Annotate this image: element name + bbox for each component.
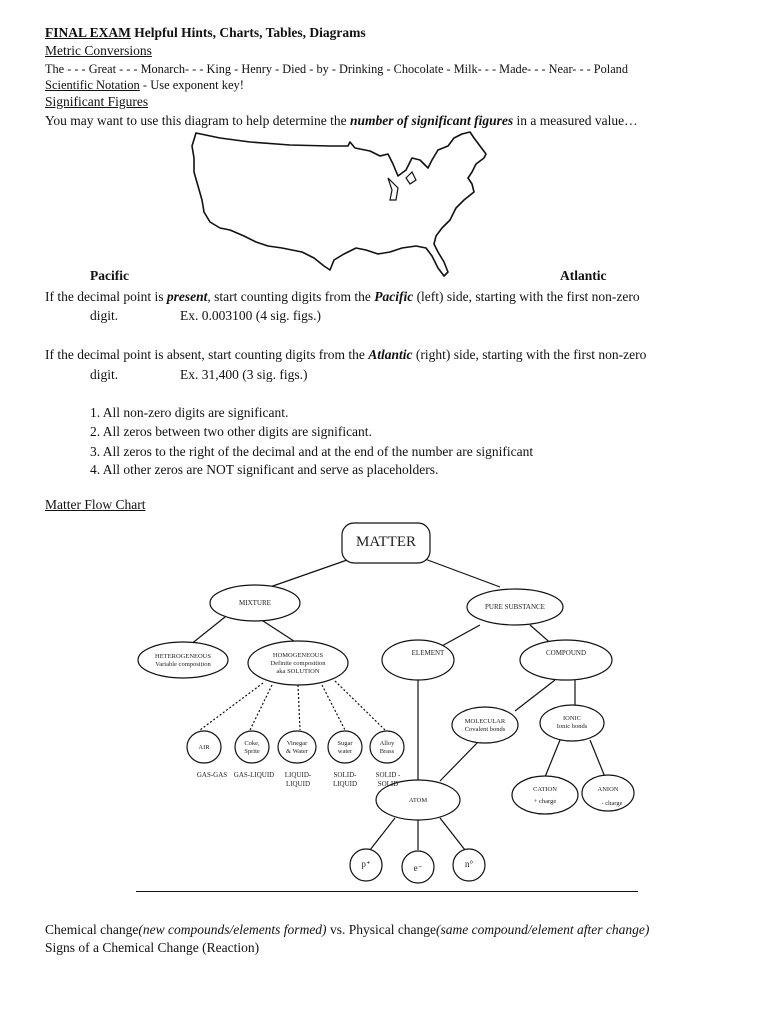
label-anion-sub: - charge bbox=[601, 800, 623, 807]
pr-p1: If the decimal point is bbox=[45, 289, 167, 304]
label-alloy-2: Brass bbox=[379, 748, 395, 755]
phase-solid-solid-2: SOLID bbox=[377, 780, 399, 788]
edge-homo-alloy bbox=[335, 681, 385, 730]
phase-solid-liquid-1: SOLID- bbox=[333, 771, 357, 779]
pacific-label: Pacific bbox=[90, 268, 129, 283]
label-ionic: IONIC bbox=[562, 715, 582, 722]
sig-figs-intro bbox=[45, 113, 638, 129]
node-coke bbox=[235, 731, 269, 763]
ar-p1: If the decimal point is absent, start counting digits from the bbox=[45, 347, 369, 362]
intro-post: in a measured value… bbox=[513, 113, 638, 128]
edge-ionic-anion bbox=[590, 740, 605, 777]
pr-p2: , start counting digits from the bbox=[207, 289, 375, 304]
present-rule-digit: digit. bbox=[90, 308, 119, 323]
edge-ionic-cation bbox=[545, 740, 560, 777]
sig-figs-heading: Significant Figures bbox=[45, 94, 149, 109]
edge-molecular-atom bbox=[440, 740, 480, 781]
node-vinegar bbox=[278, 731, 316, 763]
label-mixture: MIXTURE bbox=[239, 599, 271, 607]
edge-homo-vinegar bbox=[298, 685, 300, 730]
edge-homo-sugar bbox=[322, 685, 345, 730]
node-heterogeneous bbox=[138, 642, 228, 678]
edge-atom-neutron bbox=[440, 818, 465, 850]
label-alloy-1: Alloy bbox=[379, 740, 395, 747]
change-line bbox=[45, 922, 649, 938]
label-element: ELEMENT bbox=[411, 649, 445, 657]
rule-1: 1. All non-zero digits are significant. bbox=[90, 405, 289, 420]
pr-e1: present bbox=[166, 289, 208, 304]
rule-4: 4. All other zeros are NOT significant and serve as placeholders. bbox=[90, 462, 439, 477]
pr-p3: (left) side, starting with the first non-zero bbox=[413, 289, 640, 304]
label-compound: COMPOUND bbox=[545, 649, 587, 657]
label-homogeneous: HOMOGENEOUS bbox=[272, 652, 324, 659]
sci-notation-text: - Use exponent key! bbox=[139, 78, 244, 92]
label-atom: ATOM bbox=[408, 797, 428, 804]
label-heterogeneous-sub: Variable composition bbox=[155, 661, 211, 668]
intro-emph: number of significant figures bbox=[349, 113, 514, 128]
absent-rule-example: Ex. 31,400 (3 sig. figs.) bbox=[180, 367, 308, 382]
edge-atom-proton bbox=[370, 818, 395, 850]
ar-e1: Atlantic bbox=[368, 347, 413, 362]
change-e2: (same compound/element after change) bbox=[436, 922, 650, 937]
label-air: AIR bbox=[198, 744, 210, 751]
signs-heading: Signs of a Chemical Change (Reaction) bbox=[45, 940, 260, 955]
label-heterogeneous: HETEROGENEOUS bbox=[155, 653, 211, 660]
node-cation bbox=[512, 776, 578, 814]
intro-pre: You may want to use this diagram to help determine the bbox=[45, 113, 350, 128]
rule-2: 2. All zeros between two other digits are significant. bbox=[90, 424, 372, 439]
absent-rule-digit: digit. bbox=[90, 367, 119, 382]
change-p1: Chemical change bbox=[45, 922, 139, 937]
edge-matter-mixture bbox=[270, 559, 350, 587]
label-cation: CATION bbox=[533, 786, 557, 793]
node-sugar bbox=[328, 731, 362, 763]
sci-notation-heading: Scientific Notation bbox=[45, 78, 140, 92]
atlantic-label: Atlantic bbox=[560, 268, 607, 283]
phase-liquid-liquid-1: LIQUID- bbox=[284, 771, 312, 779]
sci-notation-line bbox=[45, 78, 244, 93]
matter-chart-heading: Matter Flow Chart bbox=[45, 497, 146, 512]
change-p2: vs. Physical change bbox=[326, 922, 437, 937]
label-coke-1: Coke, bbox=[244, 740, 260, 747]
phase-liquid-liquid-2: LIQUID bbox=[285, 780, 311, 788]
matter-flow-chart bbox=[0, 515, 770, 895]
phase-solid-solid-1: SOLID - bbox=[375, 771, 401, 779]
present-rule-line1 bbox=[45, 289, 640, 305]
node-element bbox=[382, 640, 454, 680]
phase-gas-liquid: GAS-LIQUID bbox=[233, 771, 275, 779]
present-rule-example: Ex. 0.003100 (4 sig. figs.) bbox=[180, 308, 321, 323]
label-anion: ANION bbox=[597, 786, 619, 793]
label-homogeneous-sub2: aka SOLUTION bbox=[276, 668, 320, 675]
label-electron: e⁻ bbox=[413, 863, 423, 873]
label-sugar-2: water bbox=[337, 748, 353, 755]
label-molecular: MOLECULAR bbox=[464, 718, 506, 725]
edge-matter-pure bbox=[425, 559, 500, 587]
label-homogeneous-sub1: Definite composition bbox=[270, 660, 326, 667]
usa-map-illustration bbox=[180, 128, 520, 278]
edge-mixture-hetero bbox=[190, 617, 225, 645]
edge-pure-element bbox=[440, 625, 480, 647]
label-coke-2: Sprite bbox=[244, 748, 260, 755]
divider-line bbox=[136, 891, 638, 892]
phase-gas-gas: GAS-GAS bbox=[196, 771, 228, 779]
label-neutron: n° bbox=[464, 859, 474, 869]
edge-compound-molecular bbox=[515, 680, 555, 711]
ar-p2: (right) side, starting with the first non-zero bbox=[412, 347, 647, 362]
phase-solid-liquid-2: LIQUID bbox=[332, 780, 358, 788]
node-molecular bbox=[452, 707, 518, 743]
label-vinegar-2: & Water bbox=[286, 748, 308, 755]
label-cation-sub: + charge bbox=[533, 798, 557, 805]
node-alloy bbox=[370, 731, 404, 763]
rule-3: 3. All zeros to the right of the decimal and at the end of the number are significant bbox=[90, 444, 534, 459]
title-rest: Helpful Hints, Charts, Tables, Diagrams bbox=[130, 25, 366, 40]
label-sugar-1: Sugar bbox=[337, 740, 353, 747]
pr-e2: Pacific bbox=[374, 289, 414, 304]
metric-mnemonic: The - - - Great - - - Monarch- - - King - Henry - Died - by - Drinking - Chocolate - Milk- - - Made- - - Near- - - Poland bbox=[45, 62, 628, 76]
label-vinegar-1: Vinegar bbox=[286, 740, 308, 747]
label-ionic-sub: Ionic bonds bbox=[556, 723, 588, 730]
page-title bbox=[45, 25, 366, 41]
label-proton: p⁺ bbox=[361, 859, 371, 869]
absent-rule-line1 bbox=[45, 347, 646, 363]
edge-homo-coke bbox=[250, 685, 272, 730]
edge-homo-air bbox=[200, 683, 263, 730]
label-pure-substance: PURE SUBSTANCE bbox=[485, 603, 545, 611]
label-molecular-sub: Covalent bonds bbox=[464, 726, 506, 733]
label-matter: MATTER bbox=[356, 534, 416, 550]
node-compound bbox=[520, 640, 612, 680]
change-e1: (new compounds/elements formed) bbox=[138, 922, 327, 937]
metric-heading: Metric Conversions bbox=[45, 43, 152, 58]
exam-label: FINAL EXAM bbox=[45, 25, 131, 40]
